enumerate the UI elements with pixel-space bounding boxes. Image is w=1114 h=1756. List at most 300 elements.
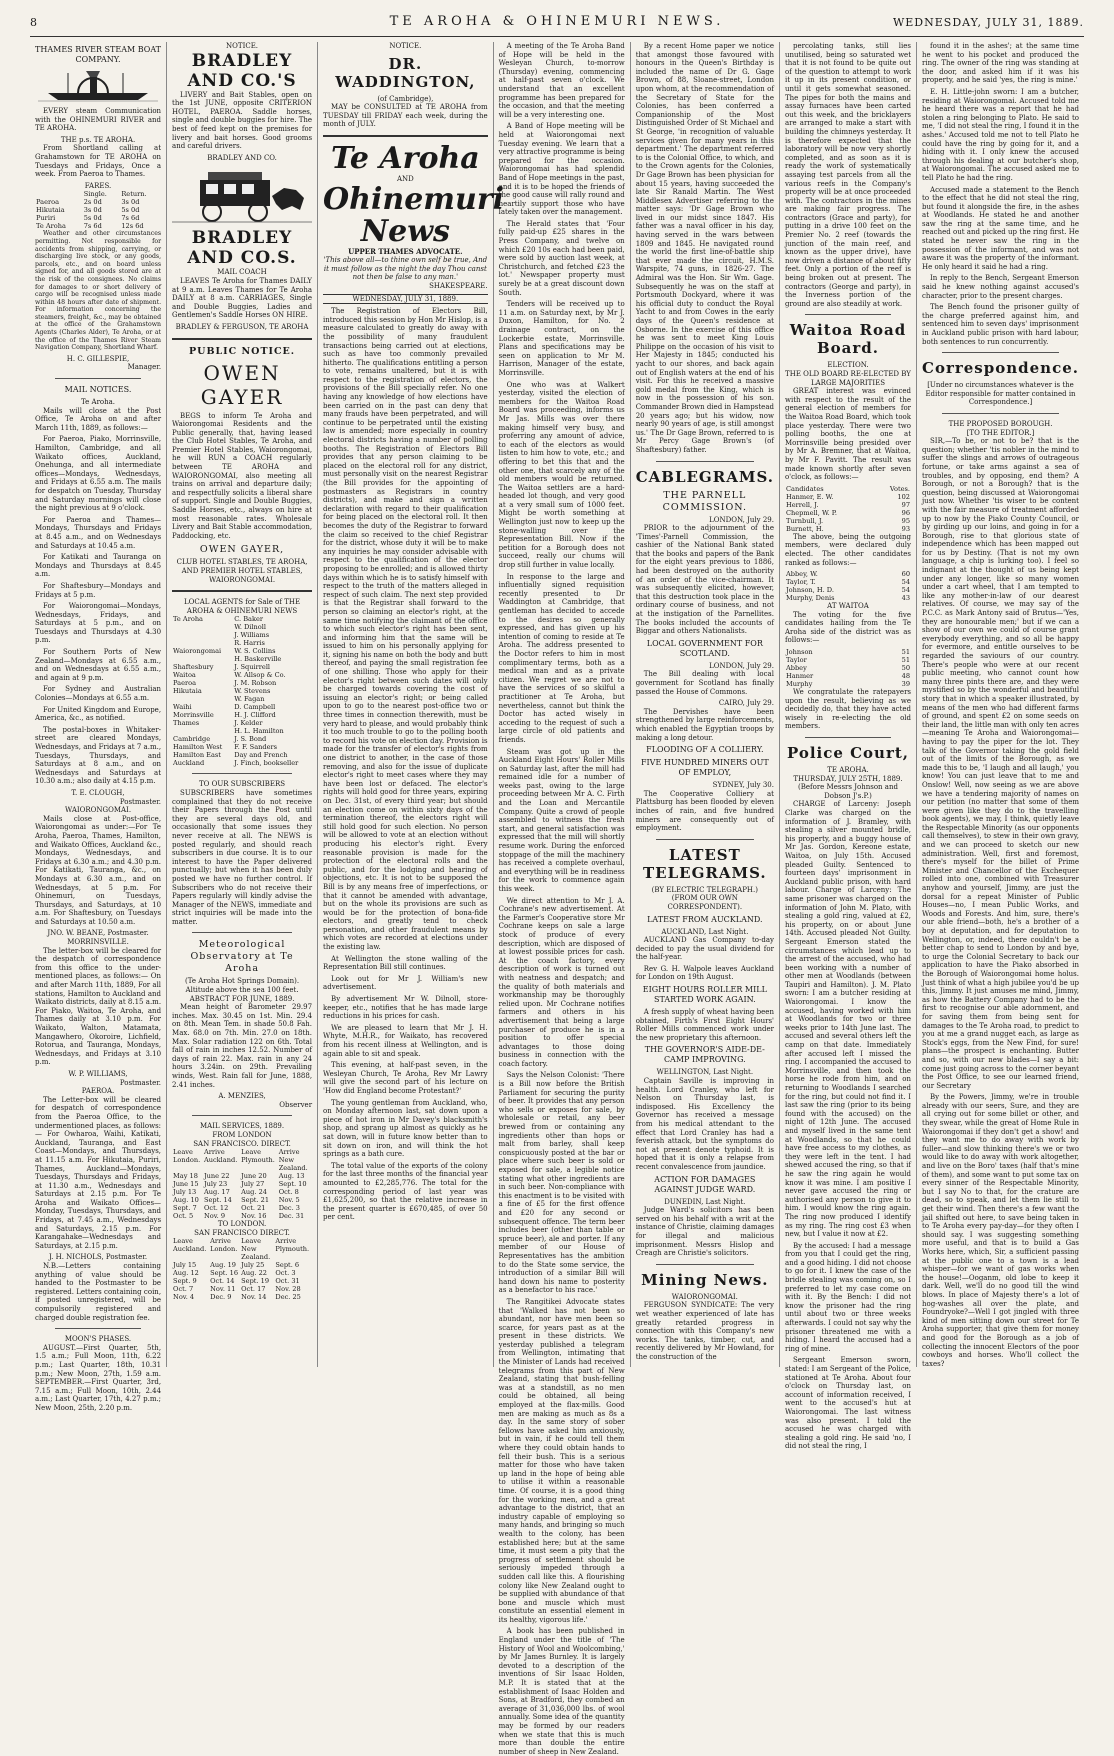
correspondence-note: [Under no circumstances whatever is the Editor responsible for matter contained in Correspondence.] bbox=[925, 381, 1076, 407]
divider bbox=[55, 378, 141, 379]
table-row bbox=[172, 727, 312, 735]
dr-waddington-subtitle: (of Cambridge), bbox=[377, 94, 434, 103]
scotland-title: LOCAL GOVERNMENT FOR SCOTLAND. bbox=[646, 638, 763, 658]
letter-body: By the Powers, Jimmy, we're in trouble already with our seers, Sure, and they are all crying out for some billet or other, and they swear, while the great of Home Rule in Waiorongomai if they don't get a show! and they want me to do away with work by fuller—and slow thinking there's we or two would like to do away with work altogether, and live on the Boro' taxes (half that's mine of them), and some want to put some tax on every sinner of the Respectable Minority, but I say No to that, for the crature are dead, so to speak, and let them lie still to get their wind. Then there's a few want the jail shifted out here, to save being taken in to Te Aroha every pay-day—for they often I should say. I was suggesting something more useful, and that is to build a Gas Works here, which, Sir, a sufficient passing at the public one to a town is a lead whisper—for we want of gas works when the house!—Ooganm, old lobe to keep it dark. Well, we'll do no good till the wind blows. In place of Majesty there's a lot of hog-washes all over the plate, and Foundryoke?—Well I got jingled with three kind of men sitting down our street for Te Aroha supporter, that give them for money and good for the Borough as a job of collecting the innocent Electors of the poor cowboys and horses. Who'll collect the taxes? bbox=[922, 1093, 1079, 1368]
colliery-title: FLOODING OF A COLLIERY. bbox=[646, 745, 764, 755]
judge-ward-title: ACTION FOR DAMAGES AGAINST JUDGE WARD. bbox=[654, 1174, 756, 1194]
police-place: TE AROHA. bbox=[827, 766, 869, 775]
agent-place: Waiorongomai bbox=[173, 647, 222, 656]
police-bench: (Before Messrs Johnson and Dobson J's.P.) bbox=[798, 783, 898, 800]
motto-source: SHAKESPEARE. bbox=[429, 281, 488, 290]
agent-name: W. Allsop & Co. bbox=[234, 671, 286, 680]
agent-place bbox=[172, 727, 233, 735]
agent-place: Morrinsville bbox=[173, 711, 214, 720]
mail-services-title: MAIL SERVICES, 1889. bbox=[199, 1122, 285, 1131]
correspondent-note: (FROM OUR OWN CORRESPONDENT). bbox=[667, 894, 743, 911]
column-3 bbox=[318, 42, 505, 1367]
fare-single: 7s 6d bbox=[83, 222, 102, 231]
agent-name: R. Harris bbox=[234, 639, 265, 648]
correspondence-title: Correspondence. bbox=[922, 359, 1079, 378]
cell: Sept. 16 bbox=[210, 1269, 239, 1278]
cell: Sept. 6 bbox=[275, 1261, 300, 1270]
table-row bbox=[172, 1204, 312, 1212]
waiorongomai-title: WAIORONGOMAI. bbox=[64, 806, 132, 815]
agent-place: Shaftesbury bbox=[173, 663, 214, 672]
table-row bbox=[172, 671, 312, 679]
dr-waddington-title: DR. WADDINGTON, bbox=[335, 54, 476, 91]
cell: June 22 bbox=[203, 1172, 230, 1181]
dunedin-body: Judge Ward's solicitors has been served on his behalf with a writ at the instance of Christie, claiming damages for illegal and malicious imprisonment. Messrs Hislop and Creagh are Christie's solicitors. bbox=[635, 1206, 774, 1258]
owen-gayer-title: OWEN GAYER bbox=[200, 360, 284, 409]
table-row bbox=[785, 493, 911, 501]
mail-body: For Southern Ports of New Zealand—Mondays at 6.55 a.m., and on Wednesdays at 6.55 a.m., and again at 9 p.m. bbox=[35, 648, 162, 682]
cell: July 27 bbox=[241, 1180, 265, 1189]
divider bbox=[656, 461, 754, 462]
table-row bbox=[172, 1196, 312, 1204]
fares-title: FARES. bbox=[84, 181, 112, 190]
fares-col-1: Single. bbox=[83, 190, 107, 199]
other-candidates-table bbox=[785, 570, 911, 602]
agent-name: D. Campbell bbox=[234, 703, 276, 712]
scotland-dateline: LONDON, July 29. bbox=[709, 661, 774, 670]
news-paragraph: Says the Nelson Colonist: 'There is a Bill now before the British Parliament for securing the purity of beer. It provides that any person who sells or exposes for sale, by wholesale or retail, any beer brewed from or containing any ingredients other than hops or malt from barley, shall keep conspicuously posted at the bar or place where such beer is sold or exposed for sale, a legible notice stating what other ingredients are in such beer. Non-compliance with this enactment is to be visited with a fine of £5 for the first offence and £20 for any second or subsequent offence. The term beer includes beer (other than table or spruce beer), ale and porter. If any member of our House of Representatives has the ambition to do the State some service, the introduction of a similar Bill will hand down his name to posterity as a benefactor to his race.' bbox=[498, 1071, 625, 1295]
fares-table bbox=[35, 190, 161, 230]
page-columns bbox=[30, 42, 1084, 1756]
roller-mill-title: EIGHT HOURS ROLLER MILL STARTED WORK AGAIN. bbox=[642, 985, 767, 1005]
agent-place: Hamilton West bbox=[173, 743, 223, 752]
mail-body: For Katikati and Tauranga on Mondays and Thursdays at 8.45 a.m. bbox=[35, 553, 162, 579]
agent-name: H. Baskerville bbox=[234, 655, 282, 664]
mail-body: For Shaftesbury—Mondays and Fridays at 5 p.m. bbox=[35, 581, 162, 599]
cell: Dec. 25 bbox=[275, 1293, 301, 1302]
editorial-paragraph: Look out for Mr J. William's new advertisement. bbox=[323, 974, 488, 992]
cell: July 15 bbox=[173, 1261, 197, 1270]
subscribers-body: SUBSCRIBERS have sometimes complained that they do not receive their Papers through the Post until they are several days old, and occasionally that some issues they never receive at all. The NEWS is posted regularly, and should reach subscribers in due course. It is to our interest to have the Paper delivered punctually; but when it has been duly posted we have no further control. If Subscribers who do not receive their Papers regularly will kindly advise the Manager of the NEWS, immediate and strict inquiries will be made into the matter. bbox=[172, 788, 313, 926]
cell: Nov. 9 bbox=[203, 1212, 226, 1221]
cell: Oct. 5 bbox=[173, 1212, 194, 1221]
police-body: By the accused: I had a message from you that I could get the ring, and a good hiding. I did not choose to go for it. I knew the case of the bridle stealing was coming on, so I preferred to let my case come on with it. By the Bench: I did not know the prisoner had the ring until about two or three weeks afterwards. I could not say why the prisoner threatened me with a hiding. I heard the accused had a ring of mine. bbox=[784, 1241, 912, 1353]
fare-place: Hikutaia bbox=[36, 206, 65, 215]
waitoa-road-board-title: Waitoa Road Board. bbox=[789, 321, 907, 358]
meteorological-abstract: ABSTRACT FOR JUNE, 1889. bbox=[189, 994, 295, 1003]
divider bbox=[805, 737, 891, 738]
table-row bbox=[785, 525, 911, 533]
table-row bbox=[35, 198, 161, 206]
owen-gayer-signature: OWEN GAYER, bbox=[199, 544, 285, 556]
cell: Sept. 14 bbox=[203, 1196, 232, 1205]
table-row bbox=[172, 711, 312, 719]
notice-heading: NOTICE. bbox=[389, 42, 422, 50]
dunedin-dateline: DUNEDIN, Last Night. bbox=[664, 1197, 746, 1206]
election-mid: The above, being the outgoing members, were declared duly elected. The other candidates ranked as follows:— bbox=[784, 532, 912, 567]
agent-place: Hamilton East bbox=[173, 751, 221, 760]
fare-return: 5s 0d bbox=[121, 206, 140, 215]
cell: Nov. 16 bbox=[241, 1212, 267, 1221]
masthead-ohinemuri-news: Ohinemuri News bbox=[323, 181, 505, 249]
candidate-name: Johnson bbox=[785, 648, 813, 657]
fare-place: Te Aroha bbox=[36, 222, 66, 231]
to-london-title: TO LONDON. bbox=[217, 1220, 267, 1229]
agent-place: Te Aroha bbox=[173, 615, 203, 624]
paeroa-signature: J. H. NICHOLS, Postmaster. bbox=[48, 1253, 148, 1262]
table-row bbox=[172, 623, 312, 631]
divider bbox=[172, 590, 312, 592]
steamboat-icon bbox=[38, 69, 158, 103]
agent-place: Thames bbox=[173, 719, 200, 728]
cell: Nov. 5 bbox=[278, 1196, 300, 1205]
news-paragraph: A meeting of the Te Aroha Band of Hope will be held in the Wesleyan Church, to-morrow (Thursday) evening, commencing at half-past seven o'clock. We understand that an excellent programme has been prepared for the occasion, and that the meeting will be a very interesting one. bbox=[498, 42, 625, 119]
from-london-title: FROM LONDON bbox=[212, 1130, 272, 1139]
owen-gayer-body: BEGS to inform Te Aroha and Waiorongomai Residents and the Public generally, that, having leased the Club Hotel Stables, Te Aroha, and Premier Hotel Stables, Waiorongomai, he will RUN a COACH regularly between TE AROHA and WAIORONGOMAI, also meeting all trains on arrival and departure daily; and respectfully solicits a liberal share of support. Single and Double Buggies, Saddle Horses, etc., always on hire at most reasonable rates. Wholesale Livery and Bait Stable accommodation, Paddocking, etc. bbox=[172, 411, 313, 540]
owen-gayer-address: CLUB HOTEL STABLES, TE AROHA, AND PREMIER HOTEL STABLES, WAIORONGOMAI. bbox=[176, 558, 308, 584]
agent-name: J. Squirrell bbox=[234, 663, 271, 672]
divider bbox=[172, 338, 312, 340]
table-row bbox=[785, 672, 911, 680]
cairo-dateline: CAIRO, July 29. bbox=[718, 699, 774, 708]
waiorongomai-signature: JNO. W. BEANE, Postmaster. bbox=[47, 929, 149, 938]
mail-body: Mails will close at the Post Office, Te Aroha on and after March 11th, 1889, as follows:— bbox=[35, 406, 162, 432]
steamboat-signature: H. C. GILLESPIE, bbox=[66, 354, 130, 363]
agent-place bbox=[172, 639, 233, 647]
to-london-table bbox=[172, 1237, 312, 1301]
police-body: CHARGE of Larceny: Joseph Clarke was charged on the information of J. Bramley, with stealing a silver mounted bridle, his property, and a buggy house of Mr Jas. Gordon, Kereone estate, Waitoa, on July 15th. Accused pleaded Guilty. Sentenced to fourteen days' imprisonment in Auckland public prison, with hard labour. Charge of Larceny: The same prisoner was charged on the information of John M. Plato, with stealing a gold ring, valued at £2, his property, on or about June 14th. Accused pleaded Not Guilty. Sergeant Emerson stated the circumstances which lead up to the arrest of the accused, who had been working with a number of other men at Woodlands (between Taupiri and Hamilton). J. M. Plato sworn: I am a butcher residing at Waiorongomai. I know the accused, having worked with him at Woodlands for two or three weeks prior to 14th June last. The accused and several others left the camp on that date. Immediately after accused left I missed the ring. I accompanied the accused to Morrinsville, and then took the horse he rode from him, and on returning to Woodlands I searched for the ring, but could not find it. I last saw the ring (prior to its being found with the accused) on the night of 12th June. The accused and myself lived in the same tent at Woodlands, so that he could have free access to my clothes, as they were left in the tent. I had shewed accused the ring, so that if he saw the ring again he would know it was mine. I am positive I never gave accused the ring or authorised any person to give it to him. I would know the ring again. The ring now produced I identify as my ring. The ring cost £3 when new, but I value it now at £2. bbox=[784, 800, 912, 1239]
mail-body: For Sydney and Australian Colonies—Mondays at 6.55 a.m. bbox=[35, 685, 162, 703]
column-4 bbox=[494, 42, 631, 1756]
table-row bbox=[785, 594, 911, 602]
column-header: Leave Plymouth. bbox=[241, 1148, 275, 1165]
newspaper-title: TE AROHA & OHINEMURI NEWS. bbox=[389, 14, 725, 29]
old-board-title: THE OLD BOARD RE-ELECTED BY LARGE MAJORITIES bbox=[785, 370, 911, 387]
fare-return: 3s 0d bbox=[121, 198, 140, 207]
table-row bbox=[172, 1261, 312, 1269]
mail-body: For Paeroa, Piako, Morrinsville, Hamilton, Cambridge, and all Waikato offices, Auckland, Onehunga, and all intermediate offices—Mondays, Wednesdays, and Fridays at 6.55 a.m. The mails for despatch on Tuesday, Thursday and Saturday mornings will close the night previous at 9 o'clock. bbox=[35, 435, 162, 513]
steamboat-name: THE p.s. TE AROHA. bbox=[60, 135, 136, 144]
colliery-dateline: SYDNEY, July 30. bbox=[712, 781, 774, 790]
fare-place: Paeroa bbox=[36, 198, 60, 207]
coach-subtitle: MAIL COACH bbox=[217, 268, 267, 277]
cairo-body: The Dervishes have been strengthened by large reinforcements, which enabled the Egyptian troops by making a long detour. bbox=[635, 707, 774, 742]
agent-name: Day and French bbox=[234, 751, 288, 760]
table-row bbox=[785, 586, 911, 594]
table-row bbox=[172, 735, 312, 743]
scotland-body: The Bill dealing with local government for Scotland has finally passed the House of Commons. bbox=[635, 670, 774, 696]
agent-place: Waitoa bbox=[173, 671, 196, 680]
cell: July 23 bbox=[203, 1180, 228, 1189]
wellington-dateline: WELLINGTON, Last Night. bbox=[656, 1068, 754, 1077]
news-paragraph: The Rangitikei Advocate states that 'Walked has not been so abundant, nor have men been so scarce, for years past as at the present in these districts. We yesterday published a telegram from Wellington, intimating that the Minister of Lands had received telegrams from this part of New Zealand, stating that bush-felling was at a standstill, as no men could be obtained, all being employed at the flax-mills. Good men are making as much as 8s a day. In the same story of sober fellows have asked him anxiously, but in vain, if he could tell them where they could obtain hands to fell their bush. This is a serious matter for those who have taken up land in the hope of being able to utilise it within a reasonable time. Of course, it is a good thing for the working men, and a great advantage to the district, that an industry capable of employing so many hands, and bringing so much wealth to the colony, has been established here; but at the same time, it must seem a pity that the progress of settlement should be seriously impeded through a sudden call like this. A flourishing colony like New Zealand ought to be supplied with abundance of that bone and muscle which must constitute an essential element in its healthy, vigorous life.' bbox=[498, 1297, 625, 1624]
divider bbox=[55, 1328, 141, 1329]
candidate-votes: 43 bbox=[901, 594, 911, 603]
agent-name: J. Finch, bookseller bbox=[234, 759, 299, 768]
news-paragraph: A Band of Hope meeting will be held at Waiorongomai next Tuesday evening. We learn that a very attractive programme is being prepared for the occasion. Waiorongomai has had splendid Band of Hope meetings in the past, and it is to be hoped the friends of the good cause will rally round and heartily support those who have lately taken over the management. bbox=[498, 122, 625, 217]
moon-body: AUGUST.—First Quarter, 5th, 1.5 a.m.; Full Moon, 11th, 6.22 p.m.; Last Quarter, 18th, 10.31 p.m.; New Moon, 27th, 1.59 a.m. SEPTEMBER.—First Quarter, 3rd, 7.15 a.m.; Full Moon, 10th, 2.44 a.m.; Last Quarter, 17th, 4.27 p.m.; New Moon, 25th, 2.20 p.m. bbox=[35, 1343, 162, 1412]
cell: Sept. 9 bbox=[173, 1277, 197, 1286]
subscribers-title: TO OUR SUBSCRIBERS bbox=[198, 780, 286, 789]
police-verdict: The Bench found the prisoner guilty of the charge preferred against him, and sentenced him to seven days' imprisonment in Auckland public prison with hard labour, both sentences to run concurrently. bbox=[922, 303, 1079, 346]
postmaster-signature: T. E. CLOUGH, bbox=[71, 788, 125, 797]
candidate-name: Hanmer bbox=[785, 672, 814, 681]
cell: Nov. 11 bbox=[210, 1285, 236, 1294]
agent-name: F. F. Sanders bbox=[234, 743, 278, 752]
table-row bbox=[785, 680, 911, 688]
steamboat-role: Manager. bbox=[127, 363, 162, 372]
cell: Dec. 3 bbox=[278, 1204, 300, 1213]
news-paragraph: The Herald states that 'Four fully paid-up £25 shares in the Press Company, and twelve on which £20 10s each had been paid, were sold by auction last week, at Christchurch, and fetched £23 the lot.' Newspaper property must surely be at a great discount down South. bbox=[498, 219, 625, 297]
column-header: Candidates bbox=[785, 484, 824, 493]
dr-waddington-body: MAY be CONSULTED at TE AROHA from TUESDAY till FRIDAY each week, during the month of JULY. bbox=[323, 103, 488, 129]
news-paragraph: In response to the large and influentially signed requisition recently presented to Dr Waddington at Cambridge, that gentleman has decided to accede to the desires so generally expressed, and has given up his intention of coming to reside at Te Aroha. The address presented to the Doctor refers to him in most complimentary terms, both as a medical man and as a private citizen. We regret we are not to have the services of so skilful a practitioner at Te Aroha, but nevertheless, cannot but think the Doctor has acted wisely in acceding to the request of such a large circle of old patients and friends. bbox=[498, 572, 625, 744]
cell: Dec. 9 bbox=[210, 1293, 232, 1302]
table-row bbox=[172, 703, 312, 711]
table-row bbox=[35, 214, 161, 222]
meteorological-title: Meteorological Observatory at Te Aroha bbox=[190, 939, 294, 975]
column-1 bbox=[30, 42, 167, 1412]
divider bbox=[192, 1115, 292, 1116]
agent-place bbox=[172, 655, 233, 663]
agent-place: Hikutaia bbox=[173, 687, 202, 696]
agent-name: J. S. Bond bbox=[234, 735, 267, 744]
candidate-name: Murphy, Denis bbox=[785, 594, 835, 603]
divider bbox=[323, 135, 488, 137]
cell: July 25 bbox=[241, 1261, 265, 1270]
table-row bbox=[785, 664, 911, 672]
candidate-name: Turnbull, J. bbox=[785, 516, 824, 525]
mail-body: For United Kingdom and Europe, America, &c., as notified. bbox=[35, 705, 162, 723]
table-row bbox=[172, 759, 312, 767]
editorial-paragraph: We are pleased to learn that Mr J. H. Whyte, M.H.R., for Waikato, has recovered from his recent illness at Wellington, and is again able to sit and speak. bbox=[323, 1023, 488, 1058]
agents-table bbox=[172, 615, 312, 767]
moon-title: MOON'S PHASES. bbox=[64, 1335, 132, 1344]
table-row bbox=[172, 639, 312, 647]
coach-body: LEAVES Te Aroha for Thames DAILY at 9 a.m. Leaves Thames for Te Aroha DAILY at 8 a.m. CARRIAGES, Single and Double Buggies, Ladies and Gentlemen's Saddle Horses ON HIRE. bbox=[172, 276, 313, 320]
steamboat-title: THAMES RIVER STEAM BOAT COMPANY. bbox=[35, 45, 161, 64]
candidate-name: Herrell, J. bbox=[785, 500, 819, 509]
table-row bbox=[172, 743, 312, 751]
table-row bbox=[172, 1212, 312, 1220]
cell: Aug. 19 bbox=[210, 1261, 236, 1270]
cell: Aug. 24 bbox=[241, 1188, 267, 1197]
table-row bbox=[785, 578, 911, 586]
mining-place: WAIORONGOMAI. bbox=[671, 1292, 738, 1301]
cell: Aug. 10 bbox=[173, 1196, 199, 1205]
column-header: Leave London. bbox=[173, 1148, 201, 1165]
news-paragraph: Steam was got up in the Auckland Eight Hours' Roller Mills on Saturday last, after the mill had remained idle for a number of weeks past, owing to the large proceeding between Mr A. C. Firth and the Loan and Mercantile Company. Quite a crowd of people assembled to witness the fresh start, and general satisfaction was expressed that the mill will shortly resume work. During the enforced stoppage of the mill the machinery has received a complete overhaul, and everything will be in readiness for the work to commence again this week. bbox=[498, 747, 625, 893]
table-row bbox=[172, 679, 312, 687]
morrinsville-body: The letter-box will be cleared for the despatch of correspondence from this office to the under-mentioned places, as follows:— On and after March 11th, 1889, For all stations, Hamilton to Auckland and Waikato districts, daily at 8.15 a.m. For Piako, Waitoa, Te Aroha, and Thames daily at 3.10 p.m. For Waikato, Walton, Matamata, Mangawhero, Okoroire, Lichfield, Rotorua, and Tauranga, Mondays, Wednesdays, and Fridays at 3.10 p.m. bbox=[35, 946, 162, 1067]
observer-role: Observer bbox=[279, 1100, 313, 1109]
table-row bbox=[172, 663, 312, 671]
table-row bbox=[172, 1293, 312, 1301]
steamboat-notice: Weather and other circumstances permitting. Not responsible for accidents from shipping, carrying, or discharging live stock, or any goods, parcels, etc., and on board unless signed for, and all goods stored are at the risk of the consignees. No claims for damages to or short delivery of cargo will be recognised unless made within 48 hours after date of shipment. For information concerning the steamers, freight, &c., may be obtained at the office of the Grahamstown Agents (Charles Alder), Te Aroha, or at the office of the Thames River Steam Navigation Company, Shortland Wharf. bbox=[35, 230, 162, 352]
waitoa-conclusion: We congratulate the ratepayers upon the result, believing as we decidedly do, that they have acted wisely in re-electing the old members. bbox=[784, 688, 912, 731]
candidate-name: Abbey bbox=[785, 664, 807, 673]
auckland-body: Rev G. H. Walpole leaves Auckland for London on 19th August. bbox=[635, 964, 774, 982]
police-court-title: Police Court, bbox=[786, 744, 910, 763]
letter-body: SIR,—To be, or not to be? that is the question; whether 'tis nobler in the mind to suffer the slings and arrows of outrageous fortune, or take arms against a sea of troubles, and by opposing, end them? A Borough, or not a Borough? that is the question, being discussed at Waiorongomai just now. Whether 'tis wiser to be content with the fair measure of treatment afforded up to now by the Piako County Council, or by girding up our loins, and going in for a Borough, rise to that glorious state of independence which has been mapped out for us by Destiny. (That is not my own language, a chip is lurking too). I feel so indignant at the thought of us being kept under any longer, like so many women under a cart wheel, that I am tempted to like any mother-in-law of our dearest relatives. Of course, we may say of the P.C.C. as Mark Antony said of Brutus—'Yes, they are honourable men;' but if we can a show of our own we could of course grant everybody everything, and so all be happy for evermore, and entitle ourselves to be regarded the saviours of our country. There's people who were at our recent public meeting, who cannot count how many three pints there are, and they were mystified so by the wonderful and beautiful story that in which a speaker illustrated, by means of the men who had different farms of ground, and spent £2 on some seeds on their land, the little man with only ten acres—meaning Te Aroha and Waiorongomai—having to pay the piper for the lot. They talk of the Governor taking the gold field out of the limits of the Borough, as we made this to be, 'I laugh and all laugh,' you know! You can just leave that to me and Onslow! Well, now seeing as we are above we have a tendering majority of names on our petition (no matter that some of them were given like they do to the travelling book agents), we may, I think, quietly leave the Respectable Minority (as our opponents call themselves), to stew in their own gravy, and we can proceed to sketch our new administration. Well, first and foremost, there's myself for the billet of Prime Minister and Chancellor of the Exchequer rolled into one, combined with Treasurer anyhow and yourself, Jimmy, are just the dorsal for a repeat Minister of Public Houses—no, I mean Public Works, and Woods and Forests. And him, sure, there's our able friend—both, he's a brother of a boy at deputation, and for deputation to Wellington, or, indeed, there couldn't be a better chap to send to London by and bye, to urge the Colonial Secretary to back our application to have the Piako absorbed in the Borough of Waiorongomai home holus. Just think of what a high jubilee you'd be up this, Jimmy. It just amuses me mind, Jimmy, as how the Battery Company had to be the first to recognise our able adornment, and for saving them from being sent for damages to the Te Aroha road, to predict to you at me a grand nugget each, as large as Stock's eggs, from the New Find, for sure! plans—the prospect is enchanting. Butter and so, with our new blades—I say a bit: come just going across to the corner beyant the Post Office, to see our learned friend, our Secretary bbox=[922, 437, 1079, 1090]
cell: Oct. 21 bbox=[241, 1204, 266, 1213]
cell: Oct. 14 bbox=[210, 1277, 235, 1286]
column-5 bbox=[631, 42, 780, 1367]
parnell-body: PRIOR to the adjournment of the 'Times'-Parnell Commission, the cashier of the National Bank stated that the books and papers of the Bank for the eight years previous to 1886, had been destroyed on the authority of an order of the vice-chairman. It was subsequently elicited, however, that this destruction took place in the ordinary course of business, and not at the instigation of the Parnellites. The books included the accounts of Biggar and others Nationalists. bbox=[635, 524, 774, 636]
agent-name: W. Dilnoll bbox=[234, 623, 266, 632]
candidates-table bbox=[785, 485, 911, 533]
latest-telegrams-title: LATEST TELEGRAMS. bbox=[643, 845, 767, 882]
colliery-subtitle: FIVE HUNDRED MINERS OUT OF EMPLOY, bbox=[640, 758, 769, 778]
bradley-body: LIVERY and Bait Stables, open on the 1st JUNE, opposite CRITERION HOTEL, PAEROA. Saddle horses, single and double buggies for hire. The best of feed kept on the premises for livery and bait horses. Good grooms and careful drivers. bbox=[172, 90, 313, 151]
fare-single: 3s 0d bbox=[83, 206, 102, 215]
cell: Dec. 31 bbox=[278, 1212, 305, 1221]
cell: Oct. 8 bbox=[278, 1188, 299, 1197]
agent-place: Waihi bbox=[173, 703, 192, 712]
issue-date: WEDNESDAY, JULY 31, 1889. bbox=[892, 16, 1084, 29]
police-body: Sergeant Emerson sworn, stated: I am Sergeant of the Police, stationed at Te Aroha. About four o'clock on Thursday last, on account of information received, I went to the accused's hut at Waiorongomai. The last witness was also present. I told the accused he was charged with stealing a gold ring. He said 'no, I did not steal the ring, I bbox=[784, 1356, 912, 1451]
column-header: Leave New Zealand. bbox=[241, 1237, 271, 1262]
divider bbox=[942, 352, 1059, 353]
page-header bbox=[30, 10, 1084, 37]
masthead-subtitle: UPPER THAMES ADVOCATE. bbox=[348, 246, 463, 256]
editorial-paragraph: The total value of the exports of the colony for the last three months of the financial year amounted to £2,285,776. The total for the corresponding period of last year was £1,625,200, so that the relative increase in the present quarter is £670,485, of over 50 per cent. bbox=[323, 1161, 488, 1222]
table-row bbox=[172, 1172, 312, 1180]
bradley-signature: BRADLEY AND CO. bbox=[207, 153, 277, 162]
paeroa-nb: N.B.—Letters containing anything of value should be handed to the Postmaster to be registered. Letters containing coin, if posted unregistered, will be compulsorily registered and charged double registration fee. bbox=[35, 1262, 162, 1322]
cell: Nov. 14 bbox=[241, 1293, 267, 1302]
agent-place: Paeroa bbox=[173, 679, 197, 688]
police-body-continued: In reply to the Bench, Sergeant Emerson said he knew nothing against accused's character, prior to the present charges. bbox=[922, 274, 1079, 300]
cell: Sept. 19 bbox=[241, 1277, 270, 1286]
editorial-paragraph: This evening, at half-past seven, in the Wesleyan Church, Te Aroha, Rev Mr Lawry will give the second part of his lecture on 'How did England become Protestant?' bbox=[323, 1061, 488, 1095]
mail-body: The postal-boxes in Whitaker-street are cleared Mondays, Wednesdays, and Fridays at 7 a.m., Tuesdays, Thursdays, and Saturdays at 8 a.m., and on Wednesdays and Saturdays at 10.30 a.m.; also daily at 4.15 p.m. bbox=[35, 725, 162, 786]
fare-place: Puriri bbox=[36, 214, 56, 223]
mining-body: FERGUSON SYNDICATE: The very wet weather experienced of late has greatly retarded progress in connection with this Company's new works. The tanks, timber, cut, and recently delivered by Mr Howland, for the construction of the bbox=[635, 1301, 774, 1361]
divider bbox=[656, 1264, 754, 1265]
coach-icon bbox=[172, 166, 312, 224]
candidate-votes: 54 bbox=[901, 586, 911, 595]
agent-name: W. Stevens bbox=[234, 687, 271, 696]
cell: June 20 bbox=[241, 1172, 267, 1181]
agent-name: W. Fagan bbox=[234, 695, 265, 704]
cell: Sept. 21 bbox=[241, 1196, 270, 1205]
agent-place bbox=[172, 623, 233, 631]
paeroa-title: PAEROA. bbox=[81, 1087, 115, 1096]
column-7 bbox=[917, 42, 1084, 1367]
cell: Aug. 17 bbox=[203, 1188, 230, 1197]
news-paragraph: A book has been published in England under the title of 'The History of Wool and Woolcombing,' by Mr James Burnley. It is largely devoted to a description of the inventions of Sir Isaac Holden, M.P. It is stated that at the establishment of Isaac Holden and Sons, at Bradford, they combed an average of 31,036,000 lbs. of wool annually. Some idea of the quantity may be formed by our readers when we state that this is much more than double the entire number of sheep in New Zealand. bbox=[498, 1627, 625, 1756]
waiorongomai-body: Mails close at Post-office, Waiorongomai as under:—For Te Aroha, Paeroa, Thames, Hamilton, and Waikato Offices, Auckland &c., Mondays, Wednesdays, and Fridays at 6.30 a.m.; and 4.30 p.m. For Katikati, Tauranga, &c., on Mondays at 6.30 a.m., and on Wednesdays, at 5 p.m. For Ohinemuri, on Tuesdays, Thursdays, and Saturdays, at 10 a.m. For Shaftesbury, on Tuesdays and Saturdays at 10.50 a.m. bbox=[35, 814, 162, 926]
candidate-votes: 102 bbox=[897, 492, 911, 501]
column-header: Leave Auckland. bbox=[173, 1237, 207, 1254]
table-row bbox=[35, 206, 161, 214]
telegraph-note: (BY ELECTRIC TELEGRAPH.) bbox=[651, 885, 758, 894]
candidate-votes: 51 bbox=[901, 656, 911, 665]
postmaster-role: Postmaster. bbox=[119, 797, 162, 806]
mining-body-continued: percolating tanks, still lies unutilised, being so saturated wet that it is not found to be quite out of the question to attempt to work it up in its present condition, or until it gets somewhat seasoned. The pipes for both the mains and assay furnaces have been carted out this week, and the bricklayers are arranged to make a start with building the chimneys yesterday. It is therefore expected that the laboratory will be now very shortly completed, and as soon as it is ready the work of systematically assaying test parcels from all the various reefs in the Company's property will be at once proceeded with. The contractors in the mines are making fair progress. The contractors (Grace and party), for putting in a drive 100 feet on the Premier No. 2 reef (towards the junction of the main reef, and known as the upper drive), have now driven a distance of about fifty feet. Only a portion of the reef is being broken out at present. The contractors (George and party), in the Inverness portion of the ground are also steadily at work. bbox=[784, 42, 912, 308]
mail-body: For Paeroa and Thames—Mondays, Thursdays and Fridays at 8.45 a.m., and on Wednesdays and Saturdays at 10.45 a.m. bbox=[35, 515, 162, 550]
fare-single: 2s 0d bbox=[83, 198, 102, 207]
candidate-votes: 97 bbox=[901, 500, 911, 509]
notice-heading: NOTICE. bbox=[226, 42, 259, 50]
public-notice-title: PUBLIC NOTICE. bbox=[189, 345, 296, 357]
from-london-table bbox=[172, 1148, 312, 1220]
fares-col-0 bbox=[35, 190, 83, 198]
fare-return: 7s 6d bbox=[121, 214, 140, 223]
column-2 bbox=[167, 42, 318, 1367]
column-header: Arrive London. bbox=[210, 1237, 238, 1254]
candidate-votes: 48 bbox=[901, 672, 911, 681]
table-row bbox=[172, 647, 312, 655]
coach-signature: BRADLEY & FERGUSON, TE AROHA bbox=[175, 322, 309, 331]
candidate-votes: 93 bbox=[901, 524, 911, 533]
table-row bbox=[785, 570, 911, 578]
police-body-continued: Accused made a statement to the Bench to the effect that he did not steal the ring, but found it alongside the fire, in the ashes at Woodlands. He stated he and another saw the ring at the same time, and he reached out and picked up the ring first. He stated he never saw the ring in the possession of the informant, and was not aware it was the property of the informant. He only heard it said he had a ring. bbox=[922, 185, 1079, 271]
election-title: ELECTION. bbox=[827, 361, 869, 370]
from-sf-title: SAN FRANCISCO. DIRECT. bbox=[193, 1139, 291, 1148]
observer-signature: A. MENZIES, bbox=[218, 1092, 266, 1101]
cell: June 15 bbox=[173, 1180, 199, 1189]
cell: Aug. 13 bbox=[278, 1172, 305, 1181]
cell: Oct. 17 bbox=[241, 1285, 266, 1294]
agent-name: W. S. Collins bbox=[234, 647, 276, 656]
candidate-votes: 95 bbox=[901, 516, 911, 525]
divider bbox=[656, 839, 754, 840]
fare-return: 12s 6d bbox=[121, 222, 144, 231]
election-body: GREAT interest was evinced with respect to the result of the general election of members for the Waitoa Road Board, which took place yesterday. There were two polling booths, the one at Morrinsville being presided over by Mr A. Bremner, that at Waitoa, by Mr F. Pavitt. The result was made known shortly after seven o'clock, as follows:— bbox=[784, 387, 912, 482]
column-header: Votes. bbox=[889, 484, 911, 493]
candidate-votes: 96 bbox=[901, 508, 911, 517]
agents-title: LOCAL AGENTS for Sale of THE AROHA & OHINEMURI NEWS bbox=[183, 598, 301, 615]
auckland-body: AUCKLAND Gas Company to-day decided to pay the usual dividend for the half-year. bbox=[635, 936, 774, 962]
editorial-paragraph: By advertisement Mr W. Dilnoll, store-keeper, etc., notifies that he has made large reductions in his prices for cash. bbox=[323, 995, 488, 1021]
to-sf-title: SAN FRANCISCO DIRECT. bbox=[194, 1228, 290, 1237]
table-row bbox=[172, 1180, 312, 1188]
latest-auckland-title: LATEST FROM AUCKLAND. bbox=[647, 914, 763, 924]
police-date: THURSDAY, JULY 25TH, 1889. bbox=[793, 774, 903, 783]
candidate-name: Murphy bbox=[785, 680, 813, 689]
wellington-body: Captain Saville is improving in health. Lord Cranley, who left for Nelson on Thursday last, is indisposed. His Excellency the Governor has received a message from his medical attendant to the effect that Lord Cranley has had a feverish attack, but the symptoms do not at present denote typhoid. It is hoped that it is only a relapse from recent convalescence from jaundice. bbox=[635, 1077, 774, 1171]
table-row bbox=[172, 687, 312, 695]
agent-name: H. L. Hamilton bbox=[234, 727, 284, 736]
candidate-name: Burnett, H. bbox=[785, 524, 824, 533]
page-number: 8 bbox=[30, 16, 38, 29]
meteorological-subtitle: (Te Aroha Hot Springs Domain). Altitude above the sea 100 feet. bbox=[184, 977, 300, 995]
table-row bbox=[172, 695, 312, 703]
cell: Nov. 4 bbox=[173, 1293, 195, 1302]
colliery-body: The Cooperative Colliery at Plattsburg has been flooded by eleven inches of rain, and five hundred miners are consequently out of employment. bbox=[635, 789, 774, 833]
agent-name: J. Williams bbox=[234, 631, 270, 640]
table-row bbox=[35, 222, 161, 230]
table-row bbox=[785, 501, 911, 509]
agent-place bbox=[172, 631, 233, 639]
agent-name: C. Baker bbox=[234, 615, 264, 624]
roller-mill-body: A fresh supply of wheat having been obtained, Firth's First Eight Hours' Roller Mills commenced work under the new proprietary this afternoon. bbox=[635, 1008, 774, 1042]
agent-name: J. M. Robson bbox=[234, 679, 277, 688]
table-row bbox=[172, 1277, 312, 1285]
mail-body: For Waiorongomai—Mondays, Wednesdays, Fridays, and Saturdays at 5 p.m., and on Tuesdays and Thursdays at 4.30 p.m. bbox=[35, 602, 162, 645]
table-row bbox=[172, 1188, 312, 1196]
column-6 bbox=[780, 42, 917, 1451]
table-row bbox=[172, 655, 312, 663]
waitoa-votes-table bbox=[785, 648, 911, 688]
divider bbox=[192, 773, 292, 774]
cell: Oct. 31 bbox=[275, 1277, 300, 1286]
divider bbox=[805, 314, 891, 315]
proposed-borough-title: THE PROPOSED BOROUGH. bbox=[948, 419, 1053, 428]
table-row bbox=[785, 509, 911, 517]
candidate-name: Taylor bbox=[785, 656, 807, 665]
parnell-title: THE PARNELL COMMISSION. bbox=[662, 489, 748, 513]
table-row bbox=[172, 631, 312, 639]
column-header: Arrive New Zealand. bbox=[278, 1148, 308, 1173]
news-paragraph: We direct attention to Mr J. A. Cochrane's new advertisement. At the Farmer's Cooperative store Mr Cochrane keeps on sale a large stock of produce of every description, which are disposed of at lowest possible prices for cash. At the coach factory, every description of work is turned out with neatness and despatch; and the quality of both materials and workmanship may be thoroughly relied upon. Mr Cochrane notifies farmers and others in his advertisement that being a large purchaser of produce he is in a position to offer special advantages to those doing business in connection with the coach factory. bbox=[498, 896, 625, 1068]
